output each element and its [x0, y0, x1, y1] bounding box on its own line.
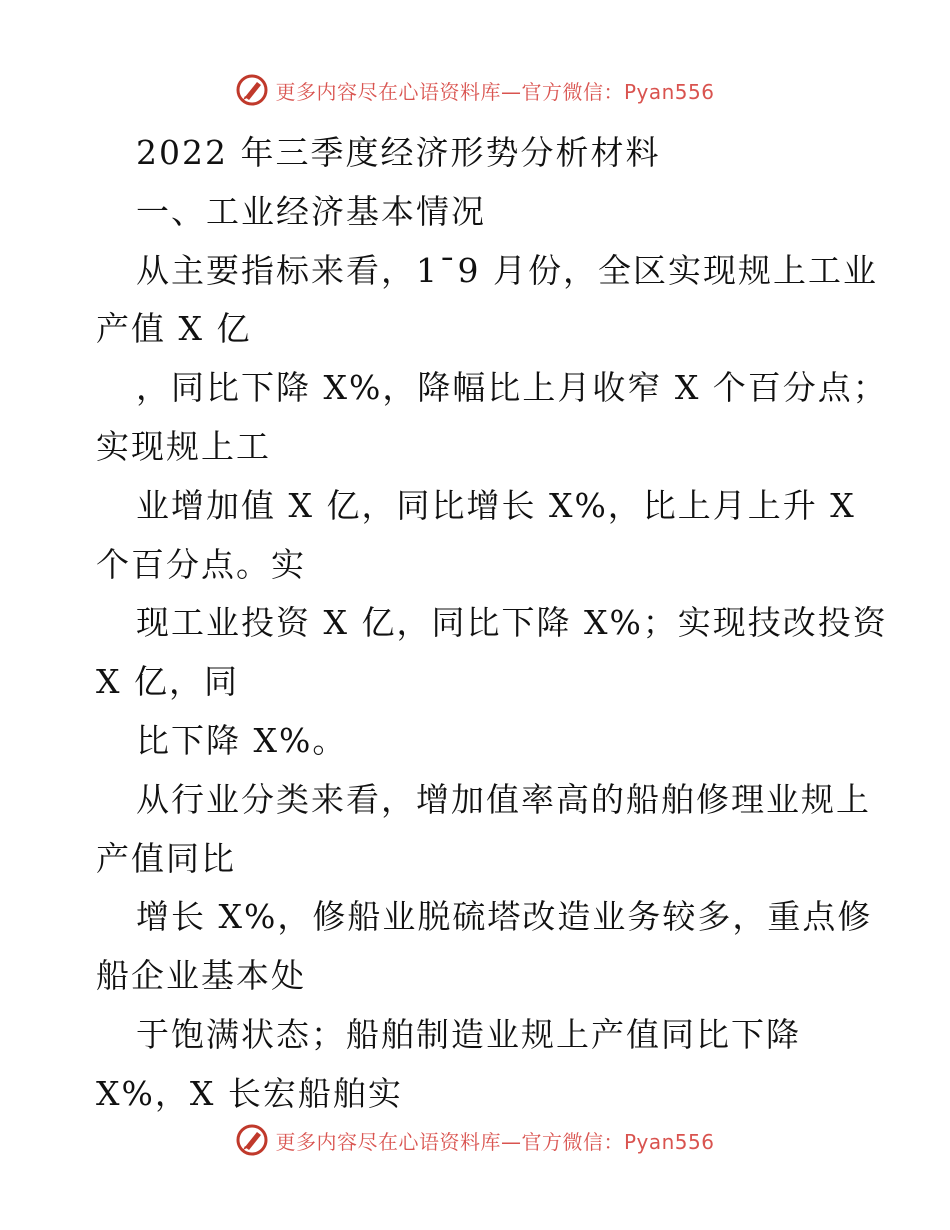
- watermark-text: 更多内容尽在心语资料库—官方微信：Pyan556: [275, 79, 715, 104]
- document-body: [96, 124, 888, 1124]
- text-line: 一、工业经济基本情况: [136, 191, 486, 231]
- watermark-text: 更多内容尽在心语资料库—官方微信：Pyan556: [275, 1129, 715, 1154]
- text-line: 增长 X%，修船业脱硫塔改造业务较多，重点修: [136, 897, 873, 937]
- text-line: 船企业基本处: [96, 956, 306, 996]
- text-line: X 亿，同: [96, 662, 239, 702]
- text-line: 2022 年三季度经济形势分析材料: [136, 133, 661, 172]
- watermark-footer: [0, 1120, 950, 1160]
- watermark-header: [0, 70, 950, 110]
- text-line: 从主要指标来看，1¯9 月份，全区实现规上工业: [136, 250, 878, 290]
- text-line: 个百分点。实: [96, 544, 306, 584]
- text-line: 产值同比: [96, 838, 236, 878]
- pen-seal-icon: [235, 73, 269, 107]
- text-line: 比下降 X%。: [136, 720, 348, 760]
- pen-seal-icon: [235, 1123, 269, 1157]
- text-line: 于饱满状态；船舶制造业规上产值同比下降: [136, 1014, 801, 1054]
- text-line: 产值 X 亿: [96, 309, 252, 349]
- text-line: 现工业投资 X 亿，同比下降 X%；实现技改投资: [136, 603, 888, 643]
- text-line: 业增加值 X 亿，同比增长 X%，比上月上升 X: [136, 485, 856, 525]
- text-line: ，同比下降 X%，降幅比上月收窄 X 个百分点；: [136, 368, 888, 408]
- text-line: X%，X 长宏船舶实: [96, 1073, 403, 1113]
- text-line: 实现规上工: [96, 426, 271, 466]
- text-line: 从行业分类来看，增加值率高的船舶修理业规上: [136, 779, 871, 819]
